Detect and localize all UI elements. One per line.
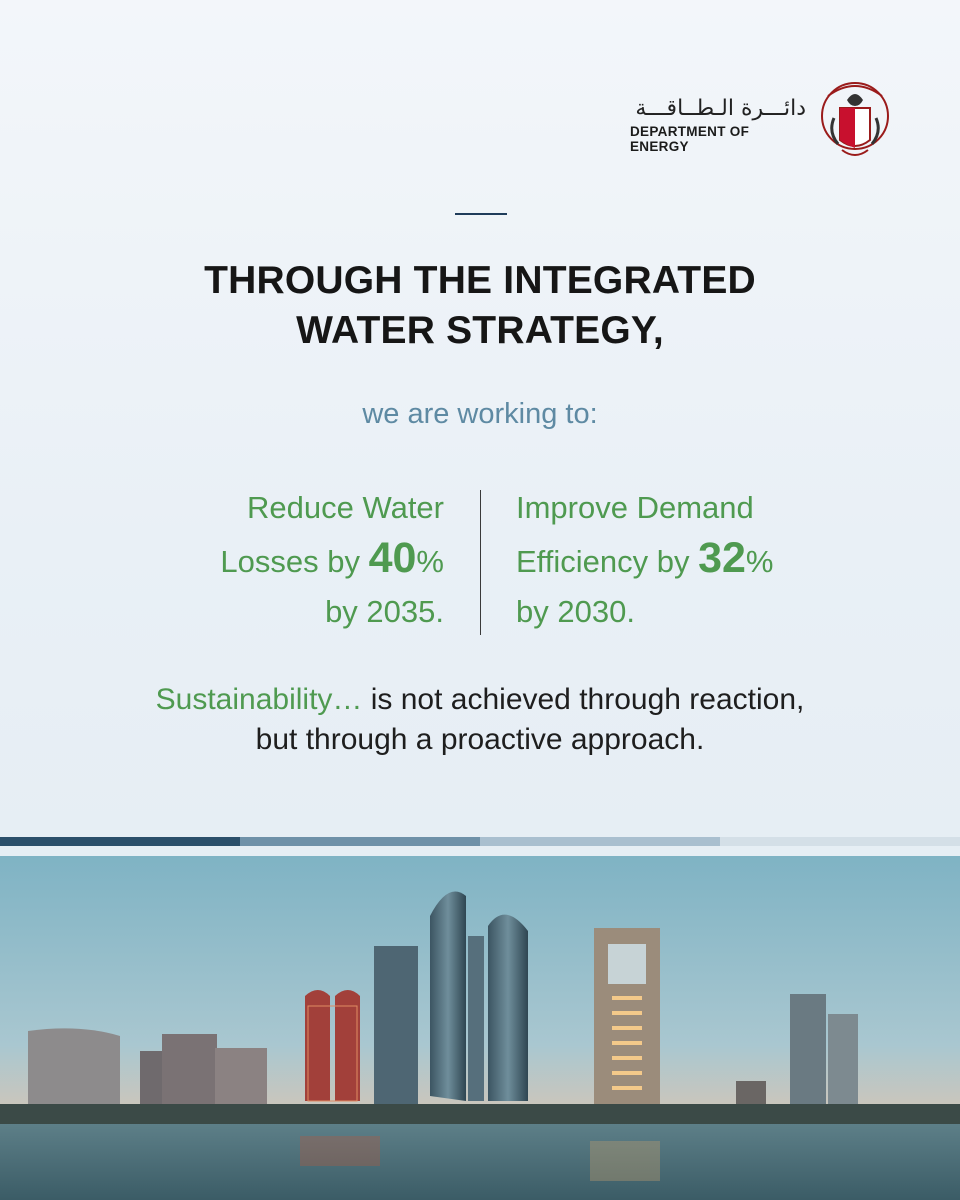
city-skyline-photo bbox=[0, 856, 960, 1200]
color-stripe-segment bbox=[0, 837, 240, 846]
goal-percentage: 40 bbox=[368, 534, 417, 582]
headline bbox=[0, 256, 960, 356]
goal-line-2: Efficiency by 32% bbox=[516, 534, 774, 582]
color-stripe-segment bbox=[480, 837, 720, 846]
brand-name-english: DEPARTMENT OF ENERGY bbox=[630, 124, 750, 154]
falcon-emblem-icon bbox=[820, 78, 890, 164]
goal-unit: % bbox=[745, 544, 774, 579]
goals-divider bbox=[480, 490, 481, 635]
goal-line-2: Losses by 40% bbox=[220, 534, 444, 582]
color-stripe-segment bbox=[240, 837, 480, 846]
quote-line-1: Sustainability… is not achieved through reaction, bbox=[155, 683, 805, 716]
headline-line-2: WATER STRATEGY, bbox=[296, 309, 664, 352]
goal-line-1: Improve Demand bbox=[516, 490, 754, 525]
title-accent-divider bbox=[455, 213, 507, 215]
goal-line-1: Reduce Water bbox=[247, 490, 444, 525]
goal-unit: % bbox=[416, 544, 444, 579]
color-stripe-segment bbox=[720, 837, 960, 846]
quote-highlight: Sustainability… bbox=[155, 683, 363, 716]
goal-demand-efficiency bbox=[516, 483, 774, 637]
quote-line-2: but through a proactive approach. bbox=[255, 723, 705, 756]
goal-line-3: by 2035. bbox=[325, 594, 444, 629]
closing-quote bbox=[0, 680, 960, 760]
subheading: we are working to: bbox=[362, 398, 598, 430]
goal-water-losses bbox=[220, 483, 444, 637]
headline-line-1: THROUGH THE INTEGRATED bbox=[204, 259, 756, 302]
brand-name-arabic: دائـــرة الـطــاقـــة bbox=[635, 96, 806, 121]
goal-percentage: 32 bbox=[698, 534, 746, 582]
goal-line-3: by 2030. bbox=[516, 594, 635, 629]
department-logo bbox=[630, 78, 890, 168]
